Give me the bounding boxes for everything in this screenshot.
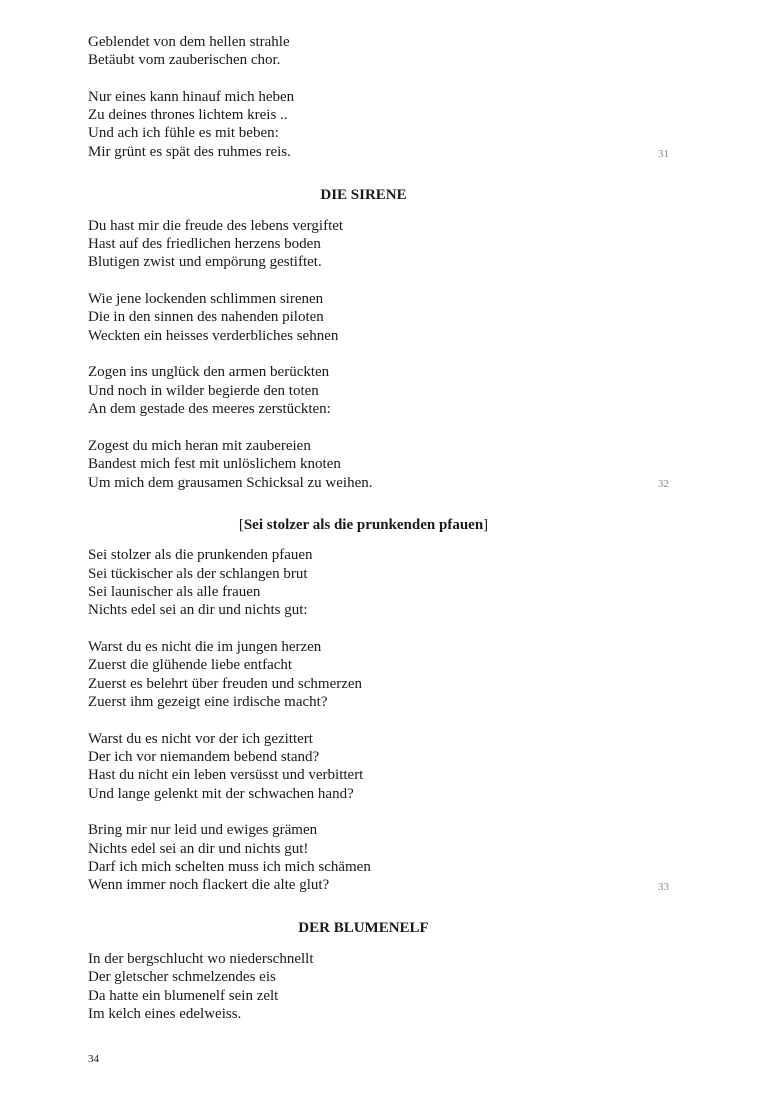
- verse-line: Nur eines kann hinauf mich heben: [88, 89, 295, 105]
- poem-title-pfauen: [0, 516, 727, 534]
- page-number: 34: [88, 1053, 99, 1065]
- verse-line: Betäubt vom zauberischen chor.: [88, 52, 281, 68]
- verse-line: Die in den sinnen des nahenden piloten: [88, 309, 324, 325]
- margin-line-number: 33: [658, 881, 669, 893]
- verse-line: Blutigen zwist und empörung gestiftet.: [88, 254, 322, 270]
- verse-line: Darf ich mich schelten muss ich mich schämen: [88, 859, 371, 875]
- verse-line: Weckten ein heisses verderbliches sehnen: [88, 328, 339, 344]
- title-bracket-open: [: [238, 517, 244, 533]
- verse-line: Warst du es nicht vor der ich gezittert: [88, 731, 313, 747]
- verse-line: Zogest du mich heran mit zaubereien: [88, 438, 311, 454]
- verse-line: Mir grünt es spät des ruhmes reis.: [88, 144, 291, 160]
- verse-line: An dem gestade des meeres zerstückten:: [88, 401, 331, 417]
- margin-line-number: 32: [658, 478, 669, 490]
- verse-line: Der gletscher schmelzendes eis: [88, 969, 276, 985]
- verse-line: Warst du es nicht die im jungen herzen: [88, 639, 322, 655]
- verse-line: Bandest mich fest mit unlöslichem knoten: [88, 456, 341, 472]
- verse-line: Da hatte ein blumenelf sein zelt: [88, 988, 279, 1004]
- verse-line: Du hast mir die freude des lebens vergiftet: [88, 218, 344, 234]
- verse-line: Sei launischer als alle frauen: [88, 584, 261, 600]
- verse-line: Zuerst ihm gezeigt eine irdische macht?: [88, 694, 328, 710]
- verse-line: Geblendet von dem hellen strahle: [88, 34, 290, 50]
- verse-line: Zuerst die glühende liebe entfacht: [88, 657, 293, 673]
- verse-line: Zogen ins unglück den armen berückten: [88, 364, 330, 380]
- verse-line: Der ich vor niemandem bebend stand?: [88, 749, 320, 765]
- title-bracket-close: ]: [483, 517, 489, 533]
- verse-line: Im kelch eines edelweiss.: [88, 1006, 242, 1022]
- verse-line: Und noch in wilder begierde den toten: [88, 383, 319, 399]
- poem-title-sirene: DIE SIRENE: [320, 187, 407, 203]
- verse-line: Wie jene lockenden schlimmen sirenen: [88, 291, 324, 307]
- verse-line: Sei stolzer als die prunkenden pfauen: [88, 547, 313, 563]
- poem-title-blumenelf: DER BLUMENELF: [298, 920, 429, 936]
- verse-line: Und lange gelenkt mit der schwachen hand?: [88, 786, 354, 802]
- verse-line: Hast auf des friedlichen herzens boden: [88, 236, 321, 252]
- verse-line: Wenn immer noch flackert die alte glut?: [88, 877, 330, 893]
- title-text: Sei stolzer als die prunkenden pfauen: [243, 517, 484, 533]
- verse-line: Nichts edel sei an dir und nichts gut!: [88, 841, 309, 857]
- verse-line: Nichts edel sei an dir und nichts gut:: [88, 602, 308, 618]
- verse-line: Zu deines thrones lichtem kreis ..: [88, 107, 288, 123]
- verse-line: Zuerst es belehrt über freuden und schmerzen: [88, 676, 363, 692]
- verse-line: Hast du nicht ein leben versüsst und verbittert: [88, 767, 364, 783]
- verse-line: Bring mir nur leid und ewiges grämen: [88, 822, 318, 838]
- verse-line: Sei tückischer als der schlangen brut: [88, 566, 308, 582]
- verse-line: Um mich dem grausamen Schicksal zu weihen.: [88, 475, 373, 491]
- verse-line: Und ach ich fühle es mit beben:: [88, 125, 279, 141]
- verse-line: In der bergschlucht wo niederschnellt: [88, 951, 314, 967]
- margin-line-number: 31: [658, 148, 669, 160]
